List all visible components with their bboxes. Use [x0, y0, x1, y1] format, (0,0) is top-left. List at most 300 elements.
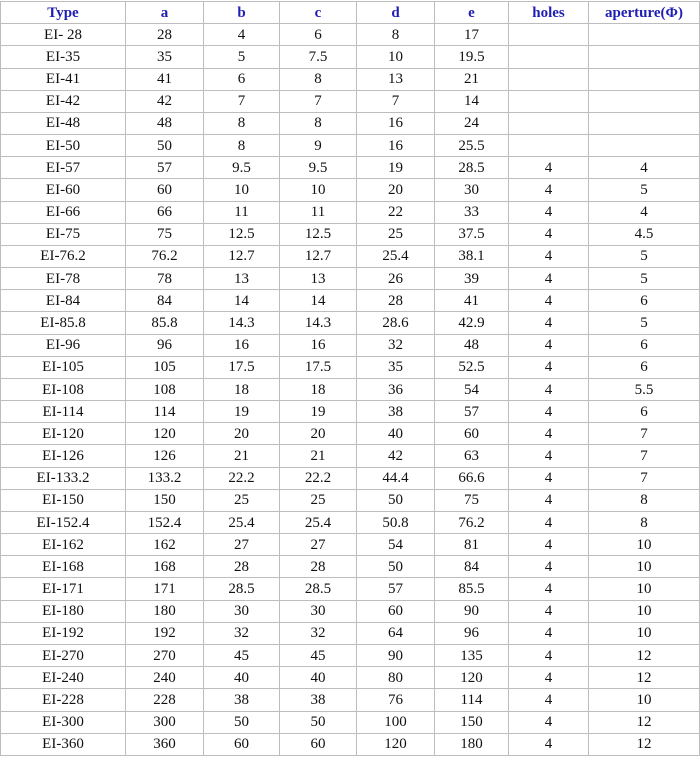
cell-b: 12.5	[204, 223, 280, 245]
cell-type: EI-105	[1, 356, 126, 378]
cell-aperture: 7	[589, 467, 700, 489]
cell-type: EI-96	[1, 334, 126, 356]
header-e: e	[435, 2, 509, 24]
cell-aperture: 5.5	[589, 378, 700, 400]
cell-b: 12.7	[204, 245, 280, 267]
cell-c: 28.5	[280, 578, 357, 600]
cell-d: 60	[357, 600, 435, 622]
cell-b: 16	[204, 334, 280, 356]
cell-d: 50	[357, 489, 435, 511]
cell-holes: 4	[509, 179, 589, 201]
cell-aperture: 12	[589, 644, 700, 666]
cell-aperture	[589, 68, 700, 90]
cell-holes: 4	[509, 689, 589, 711]
table-row	[1, 600, 700, 622]
cell-a: 57	[126, 157, 204, 179]
cell-a: 108	[126, 378, 204, 400]
cell-d: 10	[357, 46, 435, 68]
cell-holes: 4	[509, 312, 589, 334]
cell-aperture: 6	[589, 290, 700, 312]
cell-aperture: 5	[589, 268, 700, 290]
cell-d: 54	[357, 534, 435, 556]
cell-b: 22.2	[204, 467, 280, 489]
cell-c: 27	[280, 534, 357, 556]
cell-e: 54	[435, 378, 509, 400]
cell-type: EI-84	[1, 290, 126, 312]
cell-a: 84	[126, 290, 204, 312]
cell-b: 7	[204, 90, 280, 112]
table-row	[1, 290, 700, 312]
cell-holes: 4	[509, 401, 589, 423]
cell-type: EI-50	[1, 135, 126, 157]
cell-holes: 4	[509, 245, 589, 267]
cell-c: 60	[280, 733, 357, 755]
cell-e: 150	[435, 711, 509, 733]
table-row	[1, 245, 700, 267]
cell-b: 50	[204, 711, 280, 733]
cell-c: 18	[280, 378, 357, 400]
cell-a: 28	[126, 24, 204, 46]
table-row	[1, 644, 700, 666]
cell-a: 300	[126, 711, 204, 733]
cell-type: EI-57	[1, 157, 126, 179]
cell-type: EI-114	[1, 401, 126, 423]
cell-aperture: 10	[589, 689, 700, 711]
cell-type: EI-35	[1, 46, 126, 68]
table-row	[1, 578, 700, 600]
cell-b: 8	[204, 135, 280, 157]
cell-c: 50	[280, 711, 357, 733]
cell-c: 14	[280, 290, 357, 312]
cell-d: 80	[357, 667, 435, 689]
cell-a: 240	[126, 667, 204, 689]
table-row	[1, 46, 700, 68]
cell-b: 9.5	[204, 157, 280, 179]
cell-d: 32	[357, 334, 435, 356]
cell-e: 14	[435, 90, 509, 112]
cell-type: EI-120	[1, 423, 126, 445]
cell-d: 35	[357, 356, 435, 378]
cell-b: 14.3	[204, 312, 280, 334]
cell-type: EI-192	[1, 622, 126, 644]
cell-e: 120	[435, 667, 509, 689]
cell-b: 28.5	[204, 578, 280, 600]
table-row	[1, 378, 700, 400]
cell-a: 78	[126, 268, 204, 290]
ei-core-dimensions-table	[0, 1, 700, 756]
cell-a: 114	[126, 401, 204, 423]
cell-b: 6	[204, 68, 280, 90]
cell-c: 9	[280, 135, 357, 157]
table-row	[1, 423, 700, 445]
cell-b: 8	[204, 112, 280, 134]
cell-aperture: 5	[589, 312, 700, 334]
table-row	[1, 223, 700, 245]
cell-e: 41	[435, 290, 509, 312]
cell-aperture: 5	[589, 245, 700, 267]
table-row	[1, 401, 700, 423]
cell-b: 32	[204, 622, 280, 644]
cell-d: 19	[357, 157, 435, 179]
cell-b: 19	[204, 401, 280, 423]
cell-a: 360	[126, 733, 204, 755]
cell-holes	[509, 46, 589, 68]
cell-e: 135	[435, 644, 509, 666]
table-row	[1, 556, 700, 578]
cell-b: 38	[204, 689, 280, 711]
table-row	[1, 733, 700, 755]
cell-d: 38	[357, 401, 435, 423]
cell-a: 150	[126, 489, 204, 511]
cell-aperture: 4.5	[589, 223, 700, 245]
cell-e: 21	[435, 68, 509, 90]
cell-b: 40	[204, 667, 280, 689]
cell-b: 18	[204, 378, 280, 400]
cell-holes: 4	[509, 445, 589, 467]
cell-c: 32	[280, 622, 357, 644]
table-row	[1, 24, 700, 46]
cell-holes: 4	[509, 644, 589, 666]
cell-e: 96	[435, 622, 509, 644]
table-row	[1, 334, 700, 356]
cell-a: 126	[126, 445, 204, 467]
header-holes: holes	[509, 2, 589, 24]
header-d: d	[357, 2, 435, 24]
header-row	[1, 2, 700, 24]
cell-a: 85.8	[126, 312, 204, 334]
cell-type: EI-300	[1, 711, 126, 733]
cell-type: EI-133.2	[1, 467, 126, 489]
cell-c: 28	[280, 556, 357, 578]
cell-e: 52.5	[435, 356, 509, 378]
cell-a: 66	[126, 201, 204, 223]
cell-e: 30	[435, 179, 509, 201]
cell-d: 28	[357, 290, 435, 312]
cell-b: 21	[204, 445, 280, 467]
cell-d: 50	[357, 556, 435, 578]
cell-aperture	[589, 90, 700, 112]
table-row	[1, 68, 700, 90]
table-row	[1, 711, 700, 733]
cell-aperture: 6	[589, 401, 700, 423]
cell-type: EI-108	[1, 378, 126, 400]
cell-aperture: 4	[589, 201, 700, 223]
cell-aperture: 8	[589, 511, 700, 533]
cell-d: 28.6	[357, 312, 435, 334]
cell-aperture: 12	[589, 733, 700, 755]
cell-c: 25	[280, 489, 357, 511]
cell-holes: 4	[509, 378, 589, 400]
cell-a: 133.2	[126, 467, 204, 489]
cell-aperture	[589, 135, 700, 157]
cell-holes: 4	[509, 268, 589, 290]
header-b: b	[204, 2, 280, 24]
cell-c: 21	[280, 445, 357, 467]
cell-c: 10	[280, 179, 357, 201]
cell-type: EI-168	[1, 556, 126, 578]
cell-b: 17.5	[204, 356, 280, 378]
cell-holes: 4	[509, 622, 589, 644]
cell-holes: 4	[509, 201, 589, 223]
cell-holes: 4	[509, 667, 589, 689]
cell-b: 13	[204, 268, 280, 290]
cell-holes: 4	[509, 556, 589, 578]
cell-d: 50.8	[357, 511, 435, 533]
cell-holes: 4	[509, 489, 589, 511]
cell-d: 13	[357, 68, 435, 90]
cell-type: EI-41	[1, 68, 126, 90]
cell-c: 16	[280, 334, 357, 356]
cell-holes	[509, 135, 589, 157]
cell-aperture: 12	[589, 667, 700, 689]
cell-holes: 4	[509, 511, 589, 533]
cell-type: EI-60	[1, 179, 126, 201]
cell-a: 96	[126, 334, 204, 356]
table-row	[1, 90, 700, 112]
cell-e: 19.5	[435, 46, 509, 68]
cell-aperture: 12	[589, 711, 700, 733]
table-row	[1, 445, 700, 467]
cell-aperture: 5	[589, 179, 700, 201]
cell-e: 25.5	[435, 135, 509, 157]
cell-c: 14.3	[280, 312, 357, 334]
cell-a: 168	[126, 556, 204, 578]
cell-d: 25.4	[357, 245, 435, 267]
cell-d: 42	[357, 445, 435, 467]
cell-holes: 4	[509, 423, 589, 445]
cell-c: 12.5	[280, 223, 357, 245]
cell-type: EI-42	[1, 90, 126, 112]
cell-d: 76	[357, 689, 435, 711]
cell-d: 100	[357, 711, 435, 733]
cell-aperture: 6	[589, 334, 700, 356]
cell-c: 30	[280, 600, 357, 622]
cell-e: 60	[435, 423, 509, 445]
cell-b: 30	[204, 600, 280, 622]
header-c: c	[280, 2, 357, 24]
table-row	[1, 534, 700, 556]
cell-aperture: 4	[589, 157, 700, 179]
cell-b: 14	[204, 290, 280, 312]
cell-holes: 4	[509, 578, 589, 600]
cell-holes: 4	[509, 600, 589, 622]
table-row	[1, 667, 700, 689]
cell-holes	[509, 68, 589, 90]
cell-holes: 4	[509, 711, 589, 733]
cell-b: 5	[204, 46, 280, 68]
cell-a: 76.2	[126, 245, 204, 267]
cell-e: 28.5	[435, 157, 509, 179]
cell-d: 36	[357, 378, 435, 400]
cell-d: 25	[357, 223, 435, 245]
cell-d: 16	[357, 135, 435, 157]
cell-holes: 4	[509, 157, 589, 179]
cell-aperture: 10	[589, 556, 700, 578]
cell-type: EI-85.8	[1, 312, 126, 334]
cell-e: 180	[435, 733, 509, 755]
cell-a: 50	[126, 135, 204, 157]
cell-type: EI- 28	[1, 24, 126, 46]
cell-e: 63	[435, 445, 509, 467]
cell-aperture: 7	[589, 445, 700, 467]
cell-a: 192	[126, 622, 204, 644]
cell-d: 40	[357, 423, 435, 445]
table-row	[1, 179, 700, 201]
cell-holes: 4	[509, 733, 589, 755]
cell-type: EI-171	[1, 578, 126, 600]
cell-type: EI-126	[1, 445, 126, 467]
cell-type: EI-180	[1, 600, 126, 622]
cell-e: 42.9	[435, 312, 509, 334]
cell-a: 41	[126, 68, 204, 90]
cell-type: EI-75	[1, 223, 126, 245]
cell-holes	[509, 24, 589, 46]
cell-c: 25.4	[280, 511, 357, 533]
cell-aperture	[589, 24, 700, 46]
cell-e: 90	[435, 600, 509, 622]
cell-d: 26	[357, 268, 435, 290]
cell-c: 17.5	[280, 356, 357, 378]
cell-c: 7	[280, 90, 357, 112]
cell-b: 20	[204, 423, 280, 445]
cell-aperture: 10	[589, 534, 700, 556]
cell-e: 114	[435, 689, 509, 711]
table-row	[1, 268, 700, 290]
cell-type: EI-240	[1, 667, 126, 689]
cell-a: 228	[126, 689, 204, 711]
cell-e: 38.1	[435, 245, 509, 267]
table-row	[1, 112, 700, 134]
table-row	[1, 489, 700, 511]
cell-d: 16	[357, 112, 435, 134]
cell-d: 22	[357, 201, 435, 223]
cell-c: 8	[280, 68, 357, 90]
cell-a: 35	[126, 46, 204, 68]
cell-type: EI-76.2	[1, 245, 126, 267]
cell-aperture: 7	[589, 423, 700, 445]
cell-a: 152.4	[126, 511, 204, 533]
cell-d: 7	[357, 90, 435, 112]
cell-d: 57	[357, 578, 435, 600]
cell-holes: 4	[509, 356, 589, 378]
cell-b: 27	[204, 534, 280, 556]
cell-c: 11	[280, 201, 357, 223]
cell-holes: 4	[509, 290, 589, 312]
cell-e: 24	[435, 112, 509, 134]
cell-type: EI-48	[1, 112, 126, 134]
cell-aperture: 8	[589, 489, 700, 511]
cell-aperture	[589, 46, 700, 68]
table-row	[1, 622, 700, 644]
cell-d: 20	[357, 179, 435, 201]
cell-e: 33	[435, 201, 509, 223]
cell-b: 60	[204, 733, 280, 755]
cell-e: 75	[435, 489, 509, 511]
cell-c: 9.5	[280, 157, 357, 179]
header-a: a	[126, 2, 204, 24]
header-type: Type	[1, 2, 126, 24]
table-row	[1, 312, 700, 334]
cell-aperture	[589, 112, 700, 134]
cell-c: 6	[280, 24, 357, 46]
cell-d: 44.4	[357, 467, 435, 489]
cell-b: 28	[204, 556, 280, 578]
table-row	[1, 135, 700, 157]
cell-c: 13	[280, 268, 357, 290]
cell-aperture: 10	[589, 622, 700, 644]
cell-e: 39	[435, 268, 509, 290]
table-row	[1, 157, 700, 179]
cell-a: 180	[126, 600, 204, 622]
cell-c: 40	[280, 667, 357, 689]
table-body	[1, 24, 700, 756]
cell-b: 11	[204, 201, 280, 223]
cell-d: 120	[357, 733, 435, 755]
cell-type: EI-150	[1, 489, 126, 511]
cell-d: 8	[357, 24, 435, 46]
cell-b: 4	[204, 24, 280, 46]
cell-type: EI-152.4	[1, 511, 126, 533]
cell-a: 162	[126, 534, 204, 556]
cell-type: EI-360	[1, 733, 126, 755]
cell-c: 22.2	[280, 467, 357, 489]
cell-a: 48	[126, 112, 204, 134]
cell-e: 81	[435, 534, 509, 556]
table-row	[1, 356, 700, 378]
cell-a: 60	[126, 179, 204, 201]
cell-e: 48	[435, 334, 509, 356]
cell-d: 90	[357, 644, 435, 666]
cell-c: 8	[280, 112, 357, 134]
cell-aperture: 10	[589, 578, 700, 600]
cell-holes: 4	[509, 334, 589, 356]
cell-aperture: 6	[589, 356, 700, 378]
cell-c: 7.5	[280, 46, 357, 68]
cell-type: EI-162	[1, 534, 126, 556]
cell-type: EI-270	[1, 644, 126, 666]
cell-c: 20	[280, 423, 357, 445]
cell-aperture: 10	[589, 600, 700, 622]
cell-a: 270	[126, 644, 204, 666]
cell-b: 25	[204, 489, 280, 511]
cell-a: 42	[126, 90, 204, 112]
cell-c: 12.7	[280, 245, 357, 267]
cell-holes: 4	[509, 534, 589, 556]
cell-d: 64	[357, 622, 435, 644]
cell-e: 57	[435, 401, 509, 423]
table-row	[1, 511, 700, 533]
cell-a: 105	[126, 356, 204, 378]
cell-holes	[509, 112, 589, 134]
table-row	[1, 201, 700, 223]
table-row	[1, 689, 700, 711]
cell-e: 85.5	[435, 578, 509, 600]
cell-c: 45	[280, 644, 357, 666]
cell-c: 38	[280, 689, 357, 711]
cell-e: 84	[435, 556, 509, 578]
cell-e: 66.6	[435, 467, 509, 489]
cell-a: 171	[126, 578, 204, 600]
cell-b: 45	[204, 644, 280, 666]
cell-type: EI-228	[1, 689, 126, 711]
cell-b: 10	[204, 179, 280, 201]
cell-e: 17	[435, 24, 509, 46]
cell-e: 76.2	[435, 511, 509, 533]
cell-holes: 4	[509, 467, 589, 489]
cell-a: 120	[126, 423, 204, 445]
cell-a: 75	[126, 223, 204, 245]
cell-b: 25.4	[204, 511, 280, 533]
